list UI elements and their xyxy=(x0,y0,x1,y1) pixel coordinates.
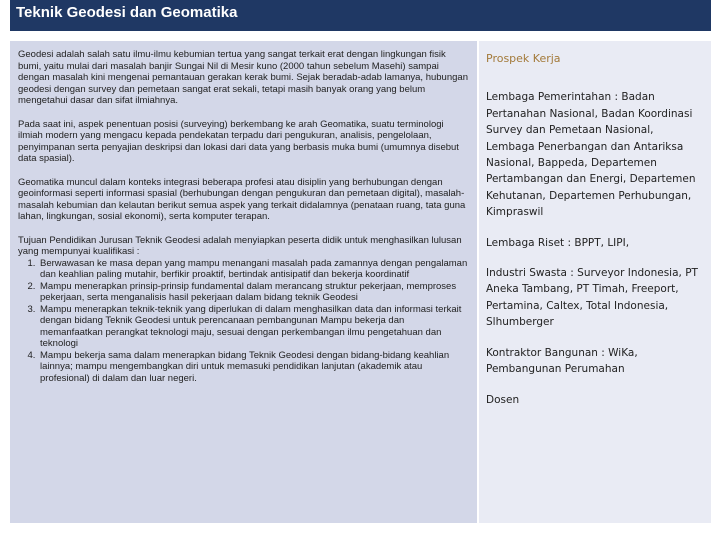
paragraph-geomatika-positioning: Pada saat ini, aspek penentuan posisi (surveying) berkembang ke arah Geomatika, suatu terminologi ilmiah modern yang mengacu kepada pendekatan terpadu dari pengukuran, analisis, pengelolaan, penyimpanan serta penyajian deskripsi dan lokasi dari data yang berbasis muka bumi (umumnya disebut data spasial). xyxy=(18,118,459,164)
paragraph-geodesi: Geodesi adalah salah satu ilmu-ilmu kebumian tertua yang sangat terkait erat dengan lingkungan fisik bumi, yaitu mulai dari masalah banjir Sungai Nil di Mesir kuno (2000 tahun sebelum Masehi) sampai dengan masalah kini mengenai pemantauan gerakan kerak bumi. Sejak beradab-adab lamanya, hubungan geodesi dengan survey dan pemetaan sangat erat sekali, tetapi masih banyak orang yang belum mengetahui dasar dan sifat ilmiahnya. xyxy=(18,49,468,106)
goals-intro: Tujuan Pendidikan Jurusan Teknik Geodesi adalah menyiapkan peserta didik untuk menghasilkan lulusan yang mempunyai kualifikasi : xyxy=(18,234,462,257)
career-item-lecturer: Dosen xyxy=(486,393,520,406)
career-prospects-title: Prospek Kerja xyxy=(486,52,561,65)
career-item-government: Lembaga Pemerintahan : Badan Pertanahan Nasional, Badan Koordinasi Survey dan Pemetaan Nasional, Lembaga Penerbangan dan Antariksa Nasional, Bappeda, Departemen Pertambangan dan Energi, Departemen Kehutanan, Departemen Perhubungan, Kimpraswil xyxy=(486,91,696,219)
goal-item: 2. Mampu menerapkan prinsip-prinsip fundamental dalam merancang struktur pekerjaan, memproses pekerjaan, serta menganalisis hasil pekerjaan dalam bidang teknik Geodesi xyxy=(38,281,469,304)
goal-item: 1. Berwawasan ke masa depan yang mampu menangani masalah pada zamannya dengan pengalaman dan keahlian paling mutahir, berfikir proaktif, bertindak antisipatif dan bekerja koordinatif xyxy=(38,258,469,281)
slide-title-bar xyxy=(10,0,711,34)
career-item-contractor: Kontraktor Bangunan : WiKa, Pembangunan Perumahan xyxy=(486,346,638,376)
paragraph-geomatika-integration: Geomatika muncul dalam konteks integrasi beberapa profesi atau disiplin yang berhubungan dengan geoinformasi seperti informasi spasial (berhubungan dengan pengukuran dan pemetaan digital), masalah-masalah kebumian dan kelautan berikut semua aspek yang terkait didalamnya (penataan ruang, tata guna lahan, lingkungan, sosial ekonomi), serta komputer terapan. xyxy=(18,176,466,222)
career-prospects-panel xyxy=(479,41,711,523)
slide-title: Teknik Geodesi dan Geomatika xyxy=(16,4,238,21)
goals-list xyxy=(18,258,469,385)
career-item-private-industry: Industri Swasta : Surveyor Indonesia, PT Aneka Tambang, PT Timah, Freeport, Pertamina, Caltex, Total Indonesia, Slhumberger xyxy=(486,267,698,329)
goal-item: 4. Mampu bekerja sama dalam menerapkan bidang Teknik Geodesi dengan bidang-bidang keahlian lainnya; mampu mengembangkan diri untuk memasuki pendidikan lanjutan (akademik atau profesional) di dalam dan luar negeri. xyxy=(38,350,469,385)
career-item-research: Lembaga Riset : BPPT, LIPI, xyxy=(486,236,630,249)
description-panel xyxy=(10,41,477,523)
goal-item: 3. Mampu menerapkan teknik-teknik yang diperlukan di dalam menghasilkan data dan informasi terkait dengan bidang Teknik Geodesi untuk perencanaan pembangunan Mampu bekerja dan memanfaatkan perangkat teknologi maju, sesuai dengan perkembangan ilmu pengetahuan dan teknologi xyxy=(38,304,469,350)
